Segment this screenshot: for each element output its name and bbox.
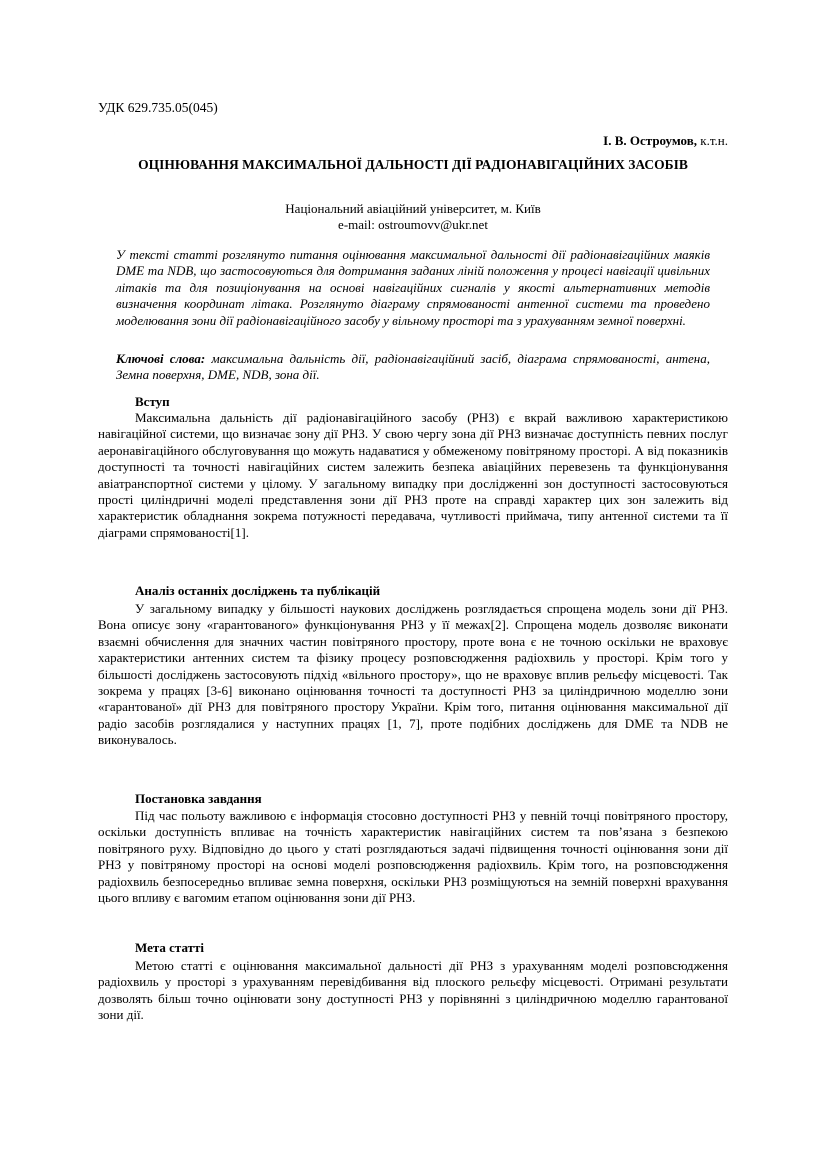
section-heading-intro: Вступ: [135, 394, 170, 409]
keywords: [116, 351, 710, 384]
keywords-text: максимальна дальність дії, радіонавігаційний засіб, діаграма спрямованості, антена, Земна поверхня, DME, NDB, зона дії.: [116, 351, 710, 383]
section-heading-review: Аналіз останніх досліджень та публікацій: [135, 583, 381, 598]
affiliation: Національний авіаційний університет, м. Київ: [285, 201, 541, 216]
author-degree: к.т.н.: [700, 133, 728, 148]
affiliation-block: [98, 201, 728, 233]
author-email: e-mail: ostroumovv@ukr.net: [338, 217, 488, 232]
abstract: У тексті статті розглянуто питання оцінювання максимальної дальності дії радіонавігаційних маяків DME та NDB, що застосовуються для дотримання заданих ліній положення у процесі навігації цивільних літаків та для позиціонування на основі навігаційних сигналів у якості альтернативних методів визначення координат літака. Розглянуто діаграму спрямованості антенної системи та проведено моделювання зони дії радіонавігаційного засобу у вільному просторі та з урахуванням земної поверхні.: [116, 247, 710, 328]
author-name: І. В. Остроумов,: [603, 133, 698, 148]
paper-title: ОЦІНЮВАННЯ МАКСИМАЛЬНОЇ ДАЛЬНОСТІ ДІЇ РАДІОНАВІГАЦІЙНИХ ЗАСОБІВ: [138, 157, 688, 172]
author-line: [603, 133, 728, 149]
section-text-intro: Максимальна дальність дії радіонавігаційного засобу (РНЗ) є вкрай важливою характеристикою навігаційної системи, що визначає зону дії РНЗ. У свою чергу зона дії РНЗ визначає доступність певних послуг аеронавігаційного обслуговування що можуть надаватися у обмеженому повітряному просторі. А від показників доступності та точності навігаційних систем залежить безпека авіаційних перевезень та функціонування авіатранспортної системи у цілому. У загальному випадку при дослідженні зон доступності застосовуються прості циліндричні моделі представлення зони дії РНЗ проте на справді характер цих зон залежить від характеристик обладнання зокрема потужності передавача, чутливості приймача, типу антенної системи та її діаграми спрямованості[1].: [98, 410, 728, 540]
section-text-goal: Метою статті є оцінювання максимальної дальності дії РНЗ з урахуванням моделі розповсюдження радіохвиль у просторі з урахуванням перевідбивання від плоского рельєфу місцевості. Отримані результати дозволять більш точно оцінювати зону доступності РНЗ у порівнянні з циліндричною моделлю гарантованої зони дії.: [98, 958, 728, 1023]
section-text-review: У загальному випадку у більшості наукових досліджень розглядається спрощена модель зони дії РНЗ. Вона описує зону «гарантованого» функціонування РНЗ у її межах[2]. Спрощена модель дозволяє виконати взаємні обчислення для значних частин повітряного простору, проте вона є не точною оскільки не враховує характеристики антенних систем та фізику процесу розповсюдження радіохвиль у просторі. Крім того у більшості досліджень застосовують підхід «вільного простору», що не враховує вплив рельєфу місцевості. Так зокрема у працях [3-6] виконано оцінювання точності та доступності РНЗ за циліндричною моделлю зони «гарантованої» дії РНЗ для повітряного простору України. Крім того, питання оцінювання максимальної дії радіо засобів розглядалися у наступних працях [1, 7], проте подібних досліджень для DME та NDB не виконувалось.: [98, 601, 728, 748]
section-heading-problem: Постановка завдання: [135, 791, 262, 806]
section-text-problem: Під час польоту важливою є інформація стосовно доступності РНЗ у певній точці повітряного простору, оскільки доступність впливає на точність характеристик навігаційних систем та пов’язана з безпекою повітряного руху. Відповідно до цього у статі розглядаються задачі підвищення точності оцінювання зони дії РНЗ у повітряному просторі на основі моделі розповсюдження радіохвиль. Крім того, на розповсюдження радіохвиль безпосередньо впливає земна поверхня, оскільки РНЗ розміщуються на земній поверхні врахування цього впливу є вагомим етапом оцінювання зони дії РНЗ.: [98, 808, 728, 906]
keywords-label: Ключові слова:: [116, 351, 206, 366]
section-heading-goal: Мета статті: [135, 940, 205, 955]
udk-code: УДК 629.735.05(045): [98, 100, 218, 115]
